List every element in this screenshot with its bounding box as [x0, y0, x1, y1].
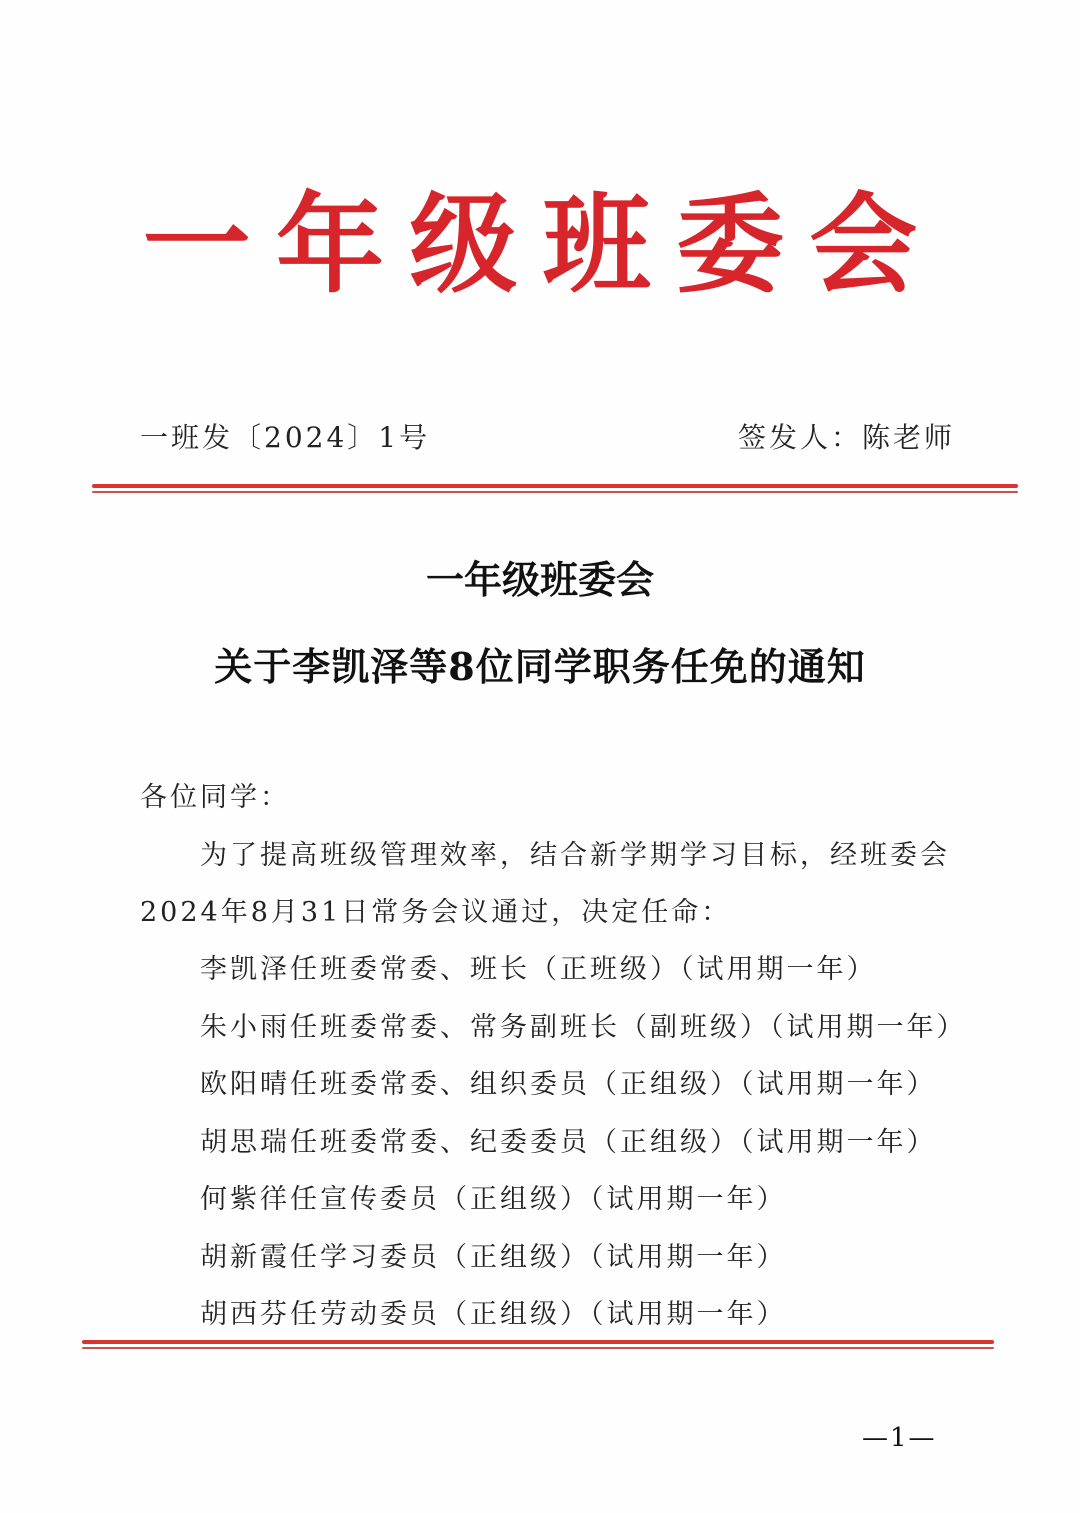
- masthead-char: 级: [409, 183, 518, 308]
- document-meta: [140, 418, 955, 458]
- notice-title-line1: 一年级班委会: [425, 557, 654, 602]
- salutation: 各位同学：: [140, 782, 290, 813]
- masthead-char: 年: [275, 183, 384, 308]
- appointment-item: 何紫徉任宣传委员（正组级）（试用期一年）: [200, 1184, 787, 1215]
- appointment-item: 胡西芬任劳动委员（正组级）（试用期一年）: [200, 1299, 787, 1330]
- masthead-char: 委: [675, 183, 784, 308]
- header-divider: [92, 484, 1018, 488]
- appointment-item: 李凯泽任班委常委、班长（正班级）（试用期一年）: [200, 954, 877, 985]
- masthead-char: 班: [542, 183, 651, 308]
- body-paragraph-line2: 2024年8月31日常务会议通过，决定任命：: [140, 897, 732, 928]
- footer-divider-thin: [82, 1347, 994, 1349]
- document-number: 一班发〔2024〕1号: [140, 421, 431, 454]
- page-number: —1—: [862, 1423, 937, 1453]
- body-paragraph-line1: 为了提高班级管理效率，结合新学期学习目标，经班委会: [200, 840, 950, 871]
- appointment-item: 朱小雨任班委常委、常务副班长（副班级）（试用期一年）: [200, 1011, 967, 1043]
- issuer: 签发人：陈老师: [737, 421, 955, 454]
- footer-divider: [82, 1340, 994, 1344]
- header-divider-thin: [92, 491, 1018, 493]
- appointment-item: 胡思瑞任班委常委、纪委委员（正组级）（试用期一年）: [200, 1126, 937, 1158]
- notice-title-line2: 关于李凯泽等8位同学职务任免的通知: [214, 644, 866, 689]
- appointment-item: 欧阳晴任班委常委、组织委员（正组级）（试用期一年）: [200, 1069, 937, 1100]
- masthead-char: 一: [142, 183, 251, 308]
- appointment-list: [200, 950, 967, 1353]
- masthead-char: 会: [809, 183, 918, 308]
- appointment-item: 胡新霞任学习委员（正组级）（试用期一年）: [200, 1241, 787, 1273]
- masthead-title: [130, 178, 930, 314]
